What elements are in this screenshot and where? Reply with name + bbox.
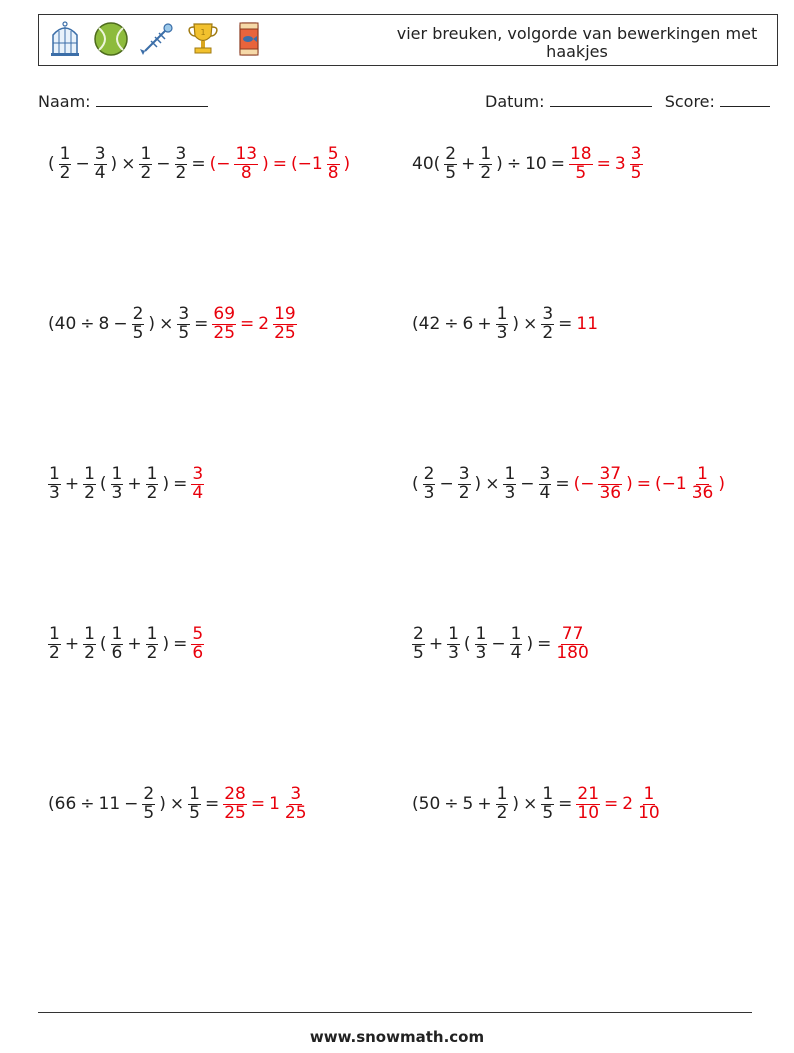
expression-text: ( — [463, 634, 471, 655]
denominator: 4 — [192, 482, 204, 503]
numerator: 77 — [561, 624, 584, 644]
header-box — [38, 14, 778, 66]
denominator: 2 — [496, 802, 508, 823]
fraction — [83, 466, 96, 503]
denominator: 5 — [189, 802, 200, 823]
fraction — [146, 626, 159, 663]
expression-text: × — [523, 314, 538, 335]
expression-text: + — [477, 314, 492, 335]
numerator: 1 — [146, 624, 158, 644]
numerator: 2 — [143, 784, 155, 804]
tennis-ball-icon — [91, 19, 131, 59]
numerator: 1 — [480, 144, 492, 164]
expression-text: = — [194, 314, 209, 335]
numerator: 1 — [643, 784, 655, 804]
expression-text: ) — [496, 154, 503, 175]
svg-text:1: 1 — [200, 28, 206, 37]
denominator: 5 — [143, 802, 155, 823]
expression-text: × — [523, 794, 538, 815]
numerator: 1 — [448, 624, 459, 644]
fish-food-icon — [229, 19, 269, 59]
expression-text: + — [428, 634, 444, 655]
fraction — [423, 466, 436, 503]
expression-text: ( — [99, 634, 107, 655]
numerator: 1 — [697, 464, 708, 484]
problem-7 — [46, 626, 206, 663]
answer-fraction — [576, 786, 600, 823]
fraction — [175, 146, 188, 183]
fraction — [48, 466, 61, 503]
trophy-icon — [183, 19, 223, 59]
numerator: 1 — [504, 464, 516, 484]
expression-text: − — [75, 154, 90, 175]
numerator: 1 — [49, 464, 60, 484]
name-field — [38, 92, 208, 111]
numerator: 3 — [630, 144, 642, 164]
denominator: 8 — [240, 162, 252, 183]
problem-5 — [46, 466, 206, 503]
denominator: 36 — [599, 482, 622, 503]
expression-text: × — [485, 474, 500, 495]
numerator: 37 — [599, 464, 622, 484]
answer-fraction — [327, 146, 340, 183]
denominator: 25 — [224, 802, 246, 823]
answer-text: 2 — [258, 314, 270, 335]
answer-text: (−1 — [291, 154, 323, 175]
expression-text: (40 — [48, 314, 77, 335]
expression-text: + — [477, 794, 492, 815]
denominator: 3 — [475, 642, 487, 663]
numerator: 1 — [542, 784, 554, 804]
denominator: 3 — [496, 322, 508, 343]
answer-fraction — [637, 786, 661, 823]
problem-3 — [46, 306, 299, 343]
numerator: 2 — [423, 464, 435, 484]
fraction — [503, 466, 516, 503]
answer-fraction — [569, 146, 593, 183]
fraction — [541, 786, 554, 823]
numerator: 3 — [458, 464, 470, 484]
expression-text: ) — [512, 314, 520, 335]
answer-text: = — [604, 794, 619, 815]
denominator: 25 — [284, 802, 307, 823]
numerator: 18 — [569, 144, 592, 164]
expression-text: (50 — [412, 794, 441, 815]
problem-2 — [410, 146, 645, 183]
problem-9 — [46, 786, 310, 823]
denominator: 3 — [448, 642, 459, 663]
answer-fraction — [284, 786, 308, 823]
fraction — [139, 146, 152, 183]
expression-text: − — [491, 634, 506, 655]
expression-text: = — [555, 474, 570, 495]
denominator: 3 — [423, 482, 435, 503]
expression-text: × — [159, 314, 174, 335]
expression-text: ) — [526, 634, 534, 655]
answer-fraction — [691, 466, 715, 503]
answer-fraction — [630, 146, 643, 183]
denominator: 5 — [445, 162, 457, 183]
expression-text: ( — [48, 154, 55, 175]
numerator: 1 — [59, 144, 71, 164]
expression-text: − — [520, 474, 535, 495]
fraction — [188, 786, 201, 823]
denominator: 25 — [213, 322, 236, 343]
score-blank[interactable] — [720, 92, 770, 107]
fraction — [412, 626, 425, 663]
fraction — [111, 626, 124, 663]
denominator: 2 — [84, 642, 95, 663]
denominator: 10 — [577, 802, 600, 823]
answer-text: (−1 — [655, 474, 687, 495]
fraction — [475, 626, 488, 663]
fraction — [496, 306, 509, 343]
denominator: 4 — [94, 162, 106, 183]
answer-text: = — [250, 794, 266, 815]
numerator: 3 — [539, 464, 551, 484]
expression-text: = — [558, 794, 573, 815]
denominator: 2 — [542, 322, 554, 343]
expression-text: = — [550, 154, 565, 175]
fraction — [146, 466, 159, 503]
expression-text: = — [558, 314, 573, 335]
denominator: 10 — [638, 802, 660, 823]
denominator: 180 — [556, 642, 589, 663]
denominator: 3 — [504, 482, 516, 503]
answer-fraction — [598, 466, 622, 503]
name-label: Naam: — [38, 92, 91, 111]
fraction — [48, 626, 61, 663]
answer-text: = — [636, 474, 652, 495]
numerator: 3 — [290, 784, 302, 804]
expression-text: ) — [512, 794, 520, 815]
expression-text: + — [127, 474, 142, 495]
answer-text: 2 — [622, 794, 634, 815]
numerator: 1 — [84, 624, 95, 644]
problem-10 — [410, 786, 663, 823]
expression-text: ) — [110, 154, 118, 175]
expression-text: 5 — [462, 794, 474, 815]
denominator: 2 — [146, 642, 158, 663]
expression-text: = — [173, 634, 188, 655]
denominator: 3 — [111, 482, 123, 503]
fraction — [83, 626, 96, 663]
numerator: 2 — [413, 624, 424, 644]
expression-text: + — [461, 154, 476, 175]
date-label: Datum: — [485, 92, 545, 111]
denominator: 2 — [480, 162, 492, 183]
expression-text: ÷ — [444, 794, 459, 815]
answer-text: (− — [209, 154, 231, 175]
fraction — [541, 306, 554, 343]
numerator: 19 — [274, 304, 296, 324]
numerator: 1 — [140, 144, 152, 164]
numerator: 2 — [445, 144, 457, 164]
expression-text: ( — [412, 474, 419, 495]
date-blank[interactable] — [550, 92, 652, 107]
numerator: 1 — [510, 624, 522, 644]
problem-8 — [410, 626, 592, 663]
expression-text: ) — [159, 794, 166, 815]
problem-6 — [410, 466, 727, 503]
fraction — [59, 146, 72, 183]
denominator: 4 — [539, 482, 551, 503]
expression-text: × — [121, 154, 136, 175]
numerator: 3 — [192, 464, 204, 484]
denominator: 5 — [575, 162, 587, 183]
numerator: 28 — [224, 784, 246, 804]
numerator: 21 — [577, 784, 600, 804]
expression-text: 10 — [525, 154, 547, 175]
answer-fraction — [212, 306, 236, 343]
numerator: 3 — [94, 144, 106, 164]
denominator: 5 — [630, 162, 642, 183]
denominator: 2 — [175, 162, 187, 183]
worksheet-title: vier breuken, volgorde van bewerkingen met haakjes — [396, 24, 758, 61]
expression-text: ) — [148, 314, 156, 335]
answer-text: ) — [262, 154, 269, 175]
answer-fraction — [555, 626, 589, 663]
denominator: 5 — [413, 642, 424, 663]
fraction — [458, 466, 471, 503]
expression-text: 11 — [98, 794, 121, 815]
birdcage-icon — [45, 19, 85, 59]
expression-text: 6 — [462, 314, 474, 335]
numerator: 1 — [146, 464, 158, 484]
answer-fraction — [223, 786, 247, 823]
denominator: 2 — [84, 482, 95, 503]
numerator: 3 — [542, 304, 554, 324]
expression-text: − — [124, 794, 139, 815]
denominator: 2 — [49, 642, 60, 663]
answer-text: = — [240, 314, 255, 335]
fraction — [479, 146, 492, 183]
expression-text: 40( — [412, 154, 441, 175]
expression-text: × — [169, 794, 185, 815]
numerator: 69 — [213, 304, 236, 324]
denominator: 5 — [178, 322, 190, 343]
expression-text: = — [173, 474, 188, 495]
denominator: 3 — [49, 482, 60, 503]
numerator: 1 — [496, 304, 508, 324]
expression-text: (42 — [412, 314, 441, 335]
footer-url: www.snowmath.com — [309, 1028, 485, 1046]
answer-text: ) — [343, 154, 351, 175]
answer-fraction — [191, 626, 204, 663]
denominator: 36 — [691, 482, 714, 503]
expression-text: ÷ — [506, 154, 522, 175]
expression-text: ÷ — [80, 314, 95, 335]
expression-text: + — [64, 634, 80, 655]
problem-1 — [46, 146, 352, 183]
expression-text: ) — [162, 474, 170, 495]
denominator: 25 — [274, 322, 296, 343]
expression-text: = — [204, 794, 220, 815]
numerator: 1 — [49, 624, 60, 644]
fraction — [94, 146, 107, 183]
numerator: 1 — [84, 464, 95, 484]
denominator: 2 — [140, 162, 152, 183]
answer-fraction — [234, 146, 258, 183]
expression-text: 8 — [98, 314, 110, 335]
fraction — [510, 626, 523, 663]
answer-text: = — [596, 154, 611, 175]
icon-row — [45, 19, 269, 59]
expression-text: ) — [162, 634, 170, 655]
denominator: 2 — [59, 162, 71, 183]
name-blank[interactable] — [96, 92, 208, 107]
expression-text: ( — [99, 474, 107, 495]
problem-4 — [410, 306, 600, 343]
expression-text: ÷ — [80, 794, 95, 815]
score-label: Score: — [664, 92, 715, 111]
denominator: 2 — [458, 482, 470, 503]
expression-text: ) — [474, 474, 482, 495]
expression-text: = — [537, 634, 552, 655]
fraction — [539, 466, 552, 503]
numerator: 5 — [192, 624, 204, 644]
numerator: 2 — [132, 304, 144, 324]
footer-divider — [38, 1012, 752, 1013]
denominator: 5 — [542, 802, 554, 823]
fraction — [111, 466, 124, 503]
answer-text: 11 — [576, 314, 599, 335]
fraction — [447, 626, 460, 663]
numerator: 1 — [496, 784, 508, 804]
answer-text: ) — [718, 474, 725, 495]
numerator: 1 — [189, 784, 200, 804]
answer-fraction — [273, 306, 297, 343]
numerator: 3 — [175, 144, 187, 164]
fraction — [444, 146, 457, 183]
expression-text: + — [64, 474, 80, 495]
denominator: 8 — [327, 162, 339, 183]
answer-text: = — [272, 154, 288, 175]
fraction — [496, 786, 509, 823]
expression-text: − — [439, 474, 454, 495]
numerator: 1 — [111, 624, 123, 644]
denominator: 4 — [510, 642, 522, 663]
denominator: 6 — [192, 642, 204, 663]
denominator: 2 — [146, 482, 158, 503]
numerator: 3 — [178, 304, 190, 324]
answer-text: (− — [573, 474, 595, 495]
fraction — [177, 306, 190, 343]
expression-text: − — [156, 154, 171, 175]
fish-bone-icon — [137, 19, 177, 59]
expression-text: ÷ — [444, 314, 459, 335]
fraction — [132, 306, 145, 343]
expression-text: = — [191, 154, 206, 175]
answer-fraction — [191, 466, 204, 503]
denominator: 6 — [111, 642, 123, 663]
numerator: 5 — [327, 144, 339, 164]
numerator: 1 — [111, 464, 123, 484]
fraction — [142, 786, 155, 823]
denominator: 5 — [132, 322, 144, 343]
answer-text: 3 — [614, 154, 626, 175]
expression-text: + — [127, 634, 142, 655]
numerator: 13 — [235, 144, 258, 164]
numerator: 1 — [475, 624, 487, 644]
answer-text: ) — [626, 474, 633, 495]
date-score-fields — [485, 92, 770, 111]
answer-text: 1 — [269, 794, 280, 815]
expression-text: − — [113, 314, 128, 335]
expression-text: (66 — [48, 794, 77, 815]
